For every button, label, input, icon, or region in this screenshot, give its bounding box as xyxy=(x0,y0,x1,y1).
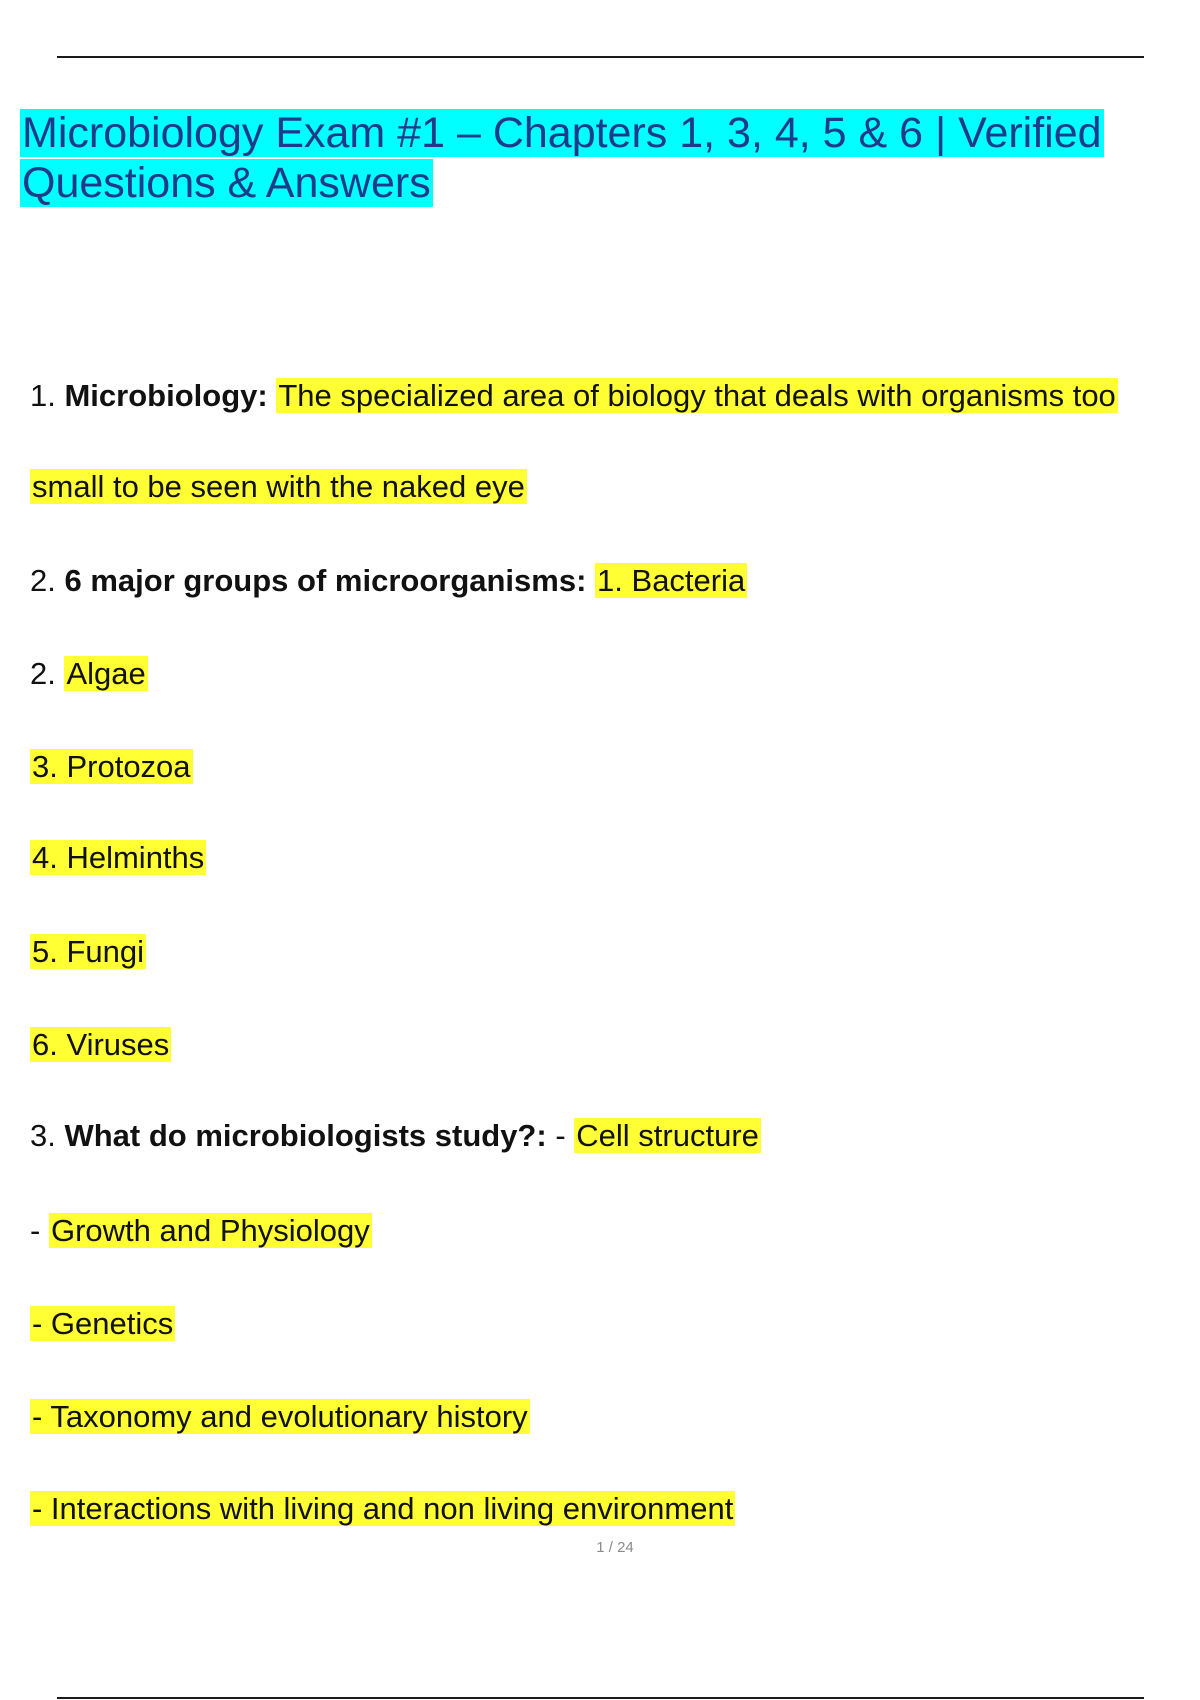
page-indicator: 1 / 24 xyxy=(596,1539,634,1556)
title-text: Microbiology Exam #1 – Chapters 1, 3, 4, 5 & 6 | Verified Questions & Answers xyxy=(22,109,1102,207)
question-term: What do microbiologists study?: xyxy=(64,1118,547,1153)
answer-text: - Genetics xyxy=(32,1306,174,1341)
question-term: Microbiology: xyxy=(64,378,268,413)
answer-text: 4. Helminths xyxy=(32,840,205,875)
question-number: 3. xyxy=(30,1118,56,1153)
question-number: 2. xyxy=(30,563,56,598)
bottom-rule xyxy=(57,1697,1144,1699)
document-title xyxy=(20,108,1180,208)
answer-text: Cell structure xyxy=(576,1118,759,1153)
answer-text: small to be seen with the naked eye xyxy=(32,469,525,504)
answer-continuation xyxy=(30,467,527,507)
answer-line xyxy=(30,747,193,787)
answer-text: Algae xyxy=(66,656,146,691)
question-2 xyxy=(30,561,747,601)
answer-line xyxy=(30,1025,171,1065)
answer-line xyxy=(30,838,206,878)
top-rule xyxy=(57,56,1144,58)
question-3 xyxy=(30,1116,761,1156)
answer-text: The specialized area of biology that deals with organisms too xyxy=(278,378,1116,413)
answer-dash: - xyxy=(555,1118,566,1153)
answer-line xyxy=(30,932,146,972)
question-1 xyxy=(30,376,1118,416)
answer-prefix: 2. xyxy=(30,656,56,691)
answer-text: - Taxonomy and evolutionary history xyxy=(32,1399,528,1434)
answer-prefix: - xyxy=(30,1213,41,1248)
answer-line xyxy=(30,1211,372,1251)
question-term: 6 major groups of microorganisms: xyxy=(64,563,587,598)
question-number: 1. xyxy=(30,378,56,413)
answer-line xyxy=(30,1397,530,1437)
answer-line xyxy=(30,1489,735,1529)
answer-line xyxy=(30,1304,175,1344)
answer-text: 1. Bacteria xyxy=(597,563,746,598)
answer-text: 6. Viruses xyxy=(32,1027,170,1062)
answer-text: 3. Protozoa xyxy=(32,749,191,784)
answer-text: - Interactions with living and non living environment xyxy=(32,1491,734,1526)
answer-text: 5. Fungi xyxy=(32,934,145,969)
answer-line xyxy=(30,654,148,694)
answer-text: Growth and Physiology xyxy=(50,1213,370,1248)
